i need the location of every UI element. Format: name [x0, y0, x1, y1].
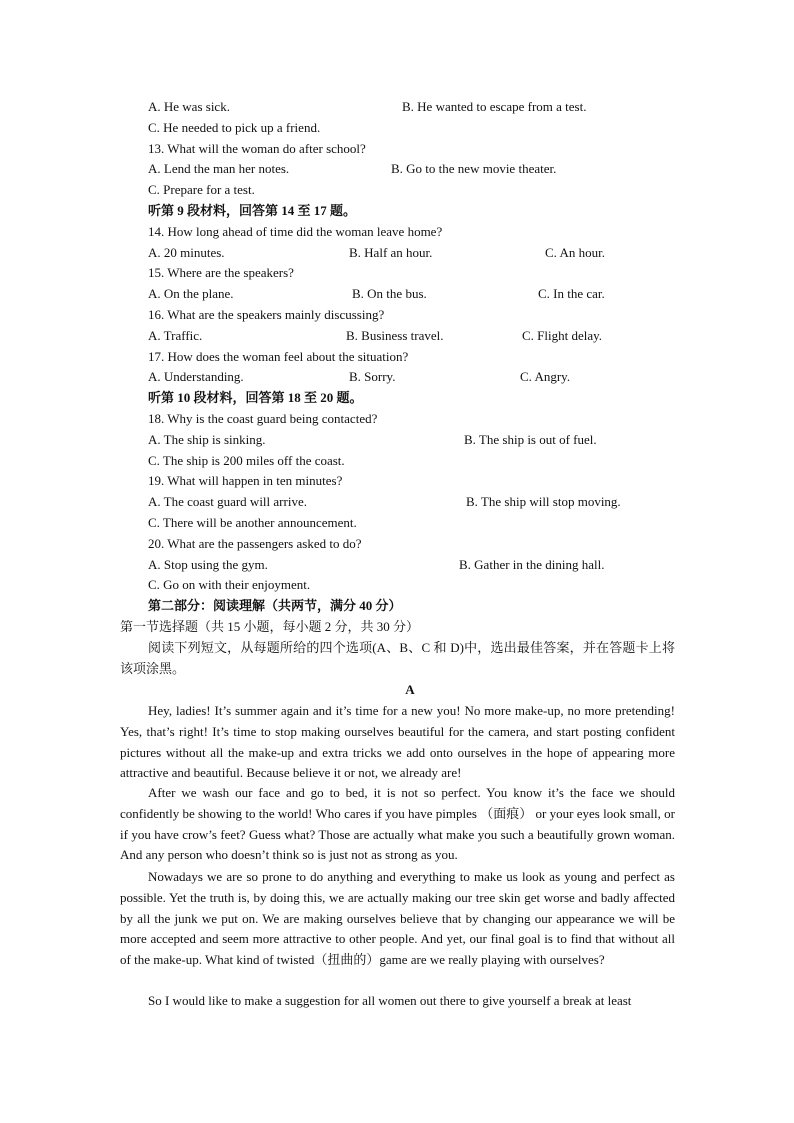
q14-option-a: A. 20 minutes. — [148, 245, 225, 260]
question-17: 17. How does the woman feel about the situation? — [148, 349, 409, 364]
paragraph-2: After we wash our face and go to bed, it is not so perfect. You know it’s the face we should confidently be showing to the world! Who cares if you have pimples （面痕） or your eyes look small, or if you have crow’s feet? Guess what? Those are actually what make you such a beautifully grown woman. And any person who doesn’t think so is just not as strong as you. — [120, 785, 675, 863]
q12-option-a: A. He was sick. — [148, 99, 230, 114]
question-20: 20. What are the passengers asked to do? — [148, 536, 362, 551]
q13-option-b: B. Go to the new movie theater. — [391, 161, 557, 176]
section-9-heading: 听第 9 段材料，回答第 14 至 17 题。 — [148, 203, 357, 218]
q19-option-b: B. The ship will stop moving. — [466, 494, 621, 509]
q13-option-a: A. Lend the man her notes. — [148, 161, 290, 176]
passage-label: A — [405, 682, 415, 697]
q14-option-c: C. An hour. — [545, 245, 605, 260]
question-13: 13. What will the woman do after school? — [148, 141, 366, 156]
q12-option-b: B. He wanted to escape from a test. — [402, 99, 587, 114]
q17-option-b: B. Sorry. — [349, 369, 396, 384]
q15-option-c: C. In the car. — [538, 286, 605, 301]
q19-option-c: C. There will be another announcement. — [148, 515, 357, 530]
q16-option-a: A. Traffic. — [148, 328, 203, 343]
question-15: 15. Where are the speakers? — [148, 265, 294, 280]
q16-option-c: C. Flight delay. — [522, 328, 603, 343]
q16-option-b: B. Business travel. — [346, 328, 444, 343]
q18-option-c: C. The ship is 200 miles off the coast. — [148, 453, 345, 468]
q20-option-c: C. Go on with their enjoyment. — [148, 577, 311, 592]
paragraph-3: Nowadays we are so prone to do anything and everything to make us look as young and perfect as possible. Yet the truth is, by doing this, we are actually making our tree skin get worse and badly affected by all the junk we put on. We are making ourselves believe that by changing our appearance we will be more accepted and seem more attractive to other people. And yet, our final goal is to find that without all of the make-up. What kind of twisted（扭曲的）game are we really playing with ourselves? — [120, 869, 675, 968]
paragraph-1: Hey, ladies! It’s summer again and it’s time for a new you! No more make-up, no more pretending! Yes, that’s right! It’s time to stop making ourselves beautiful for the camera, and start posting confident pictures without all the make-up and extra tricks we add onto ourselves in the hope of appearing more attractive and beautiful. Because believe it or not, we already are! — [120, 703, 675, 781]
section-10-heading: 听第 10 段材料，回答第 18 至 20 题。 — [148, 390, 363, 405]
q19-option-a: A. The coast guard will arrive. — [148, 494, 307, 509]
instructions: 阅读下列短文，从每题所给的四个选项(A、B、C 和 D)中，选出最佳答案，并在答题卡上将该项涂黑。 — [120, 640, 675, 676]
question-18: 18. Why is the coast guard being contacted? — [148, 411, 378, 426]
q15-option-b: B. On the bus. — [352, 286, 427, 301]
section-1-title: 第一节选择题（共 15 小题，每小题 2 分，共 30 分） — [120, 619, 420, 634]
q15-option-a: A. On the plane. — [148, 286, 234, 301]
q20-option-a: A. Stop using the gym. — [148, 557, 268, 572]
part-2-title: 第二部分：阅读理解（共两节，满分 40 分） — [148, 598, 402, 613]
q17-option-c: C. Angry. — [520, 369, 571, 384]
q14-option-b: B. Half an hour. — [349, 245, 433, 260]
q18-option-b: B. The ship is out of fuel. — [464, 432, 597, 447]
question-16: 16. What are the speakers mainly discussing? — [148, 307, 385, 322]
q12-option-c: C. He needed to pick up a friend. — [148, 120, 321, 135]
q13-option-c: C. Prepare for a test. — [148, 182, 255, 197]
question-19: 19. What will happen in ten minutes? — [148, 473, 343, 488]
q17-option-a: A. Understanding. — [148, 369, 244, 384]
q18-option-a: A. The ship is sinking. — [148, 432, 266, 447]
question-14: 14. How long ahead of time did the woman leave home? — [148, 224, 443, 239]
paragraph-4: So I would like to make a suggestion for all women out there to give yourself a break at least — [148, 993, 632, 1008]
q20-option-b: B. Gather in the dining hall. — [459, 557, 605, 572]
